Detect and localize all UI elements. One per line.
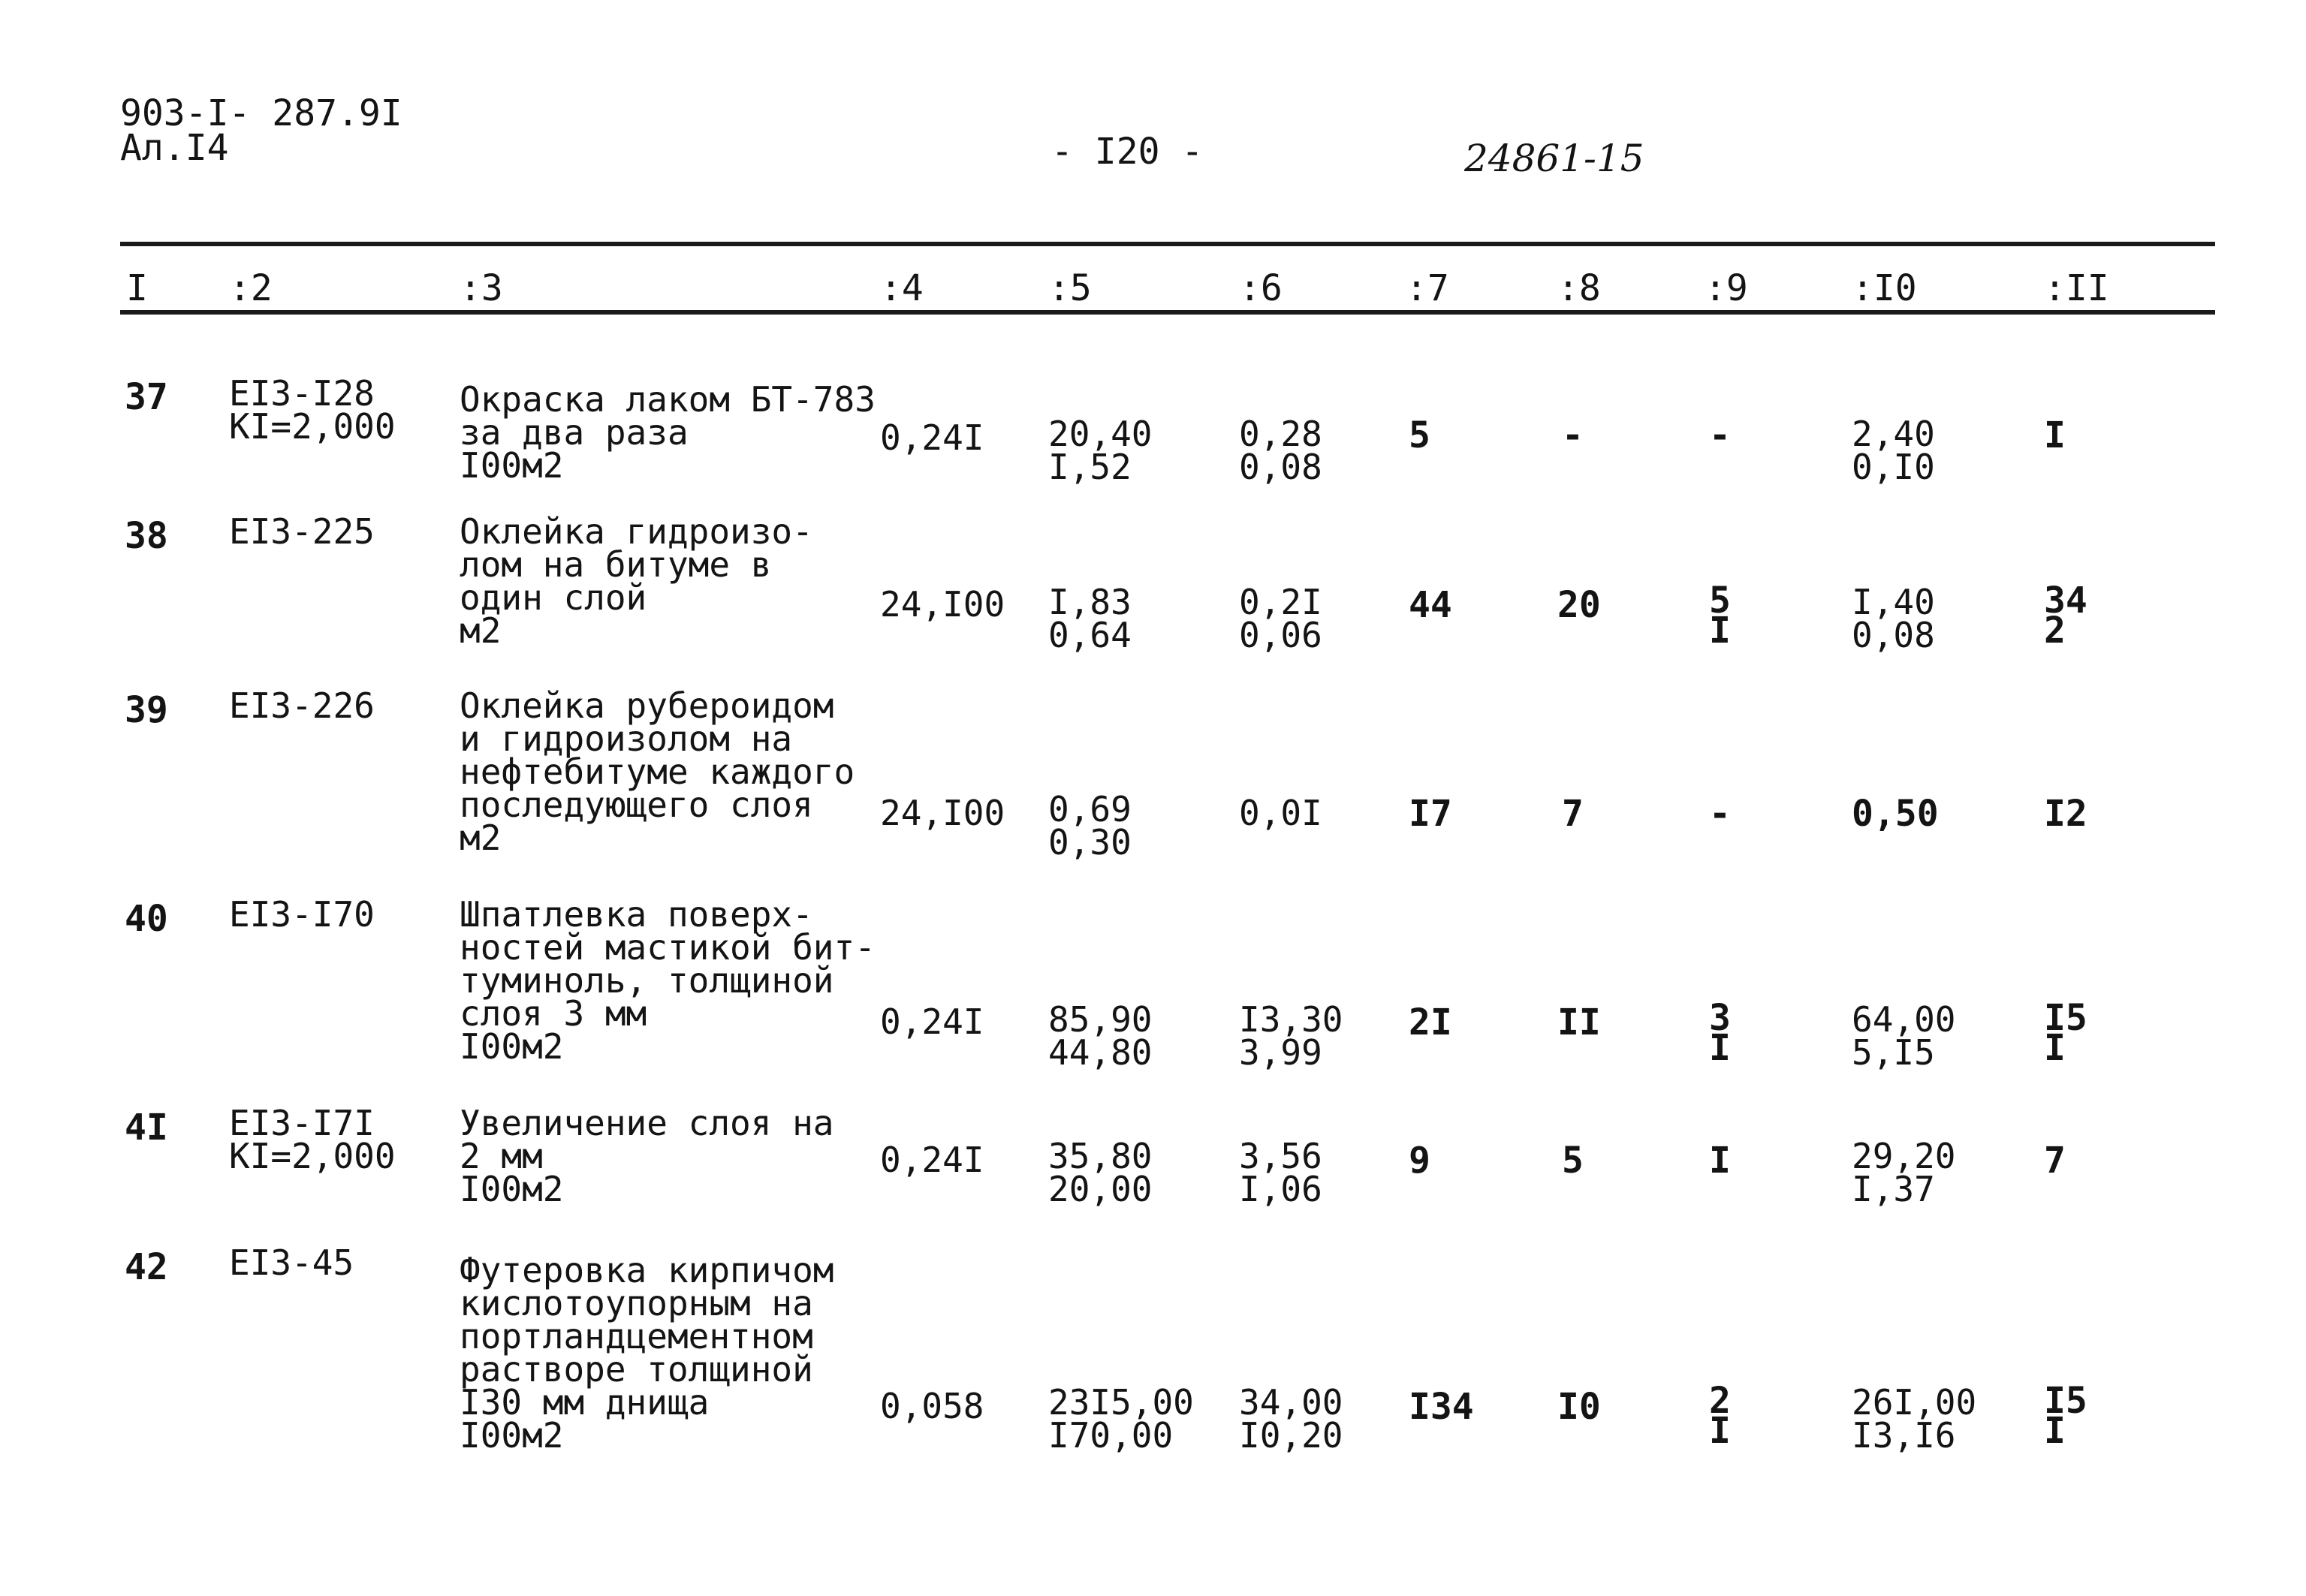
col-header-11: :II [2044, 267, 2109, 309]
col5-values: 0,69 0,30 [1048, 789, 1132, 863]
row-number: 37 [125, 376, 168, 418]
work-description: Футеровка кирпичом кислотоупорным на портландцементном растворе толщиной I30 мм днища I00м2 [460, 1250, 834, 1456]
col6-values: I3,30 3,99 [1239, 999, 1343, 1073]
col7-value: I7 [1409, 793, 1452, 835]
col-header-6: :6 [1239, 267, 1283, 309]
col8-value: 20 [1557, 584, 1601, 626]
col9-value: I [1709, 1140, 1731, 1182]
table-header-bottom-rule [120, 310, 2215, 315]
rate-code: EI3-I7I KI=2,000 [229, 1103, 396, 1176]
quantity: 0,24I [880, 417, 984, 458]
col8-value: 7 [1562, 793, 1584, 835]
col-header-4: :4 [880, 267, 924, 309]
work-description: Окраска лаком БТ-783 за два раза I00м2 [460, 379, 876, 486]
quantity: 0,24I [880, 1140, 984, 1180]
row-number: 39 [125, 689, 168, 731]
row-number: 38 [125, 515, 168, 557]
col-header-3: :3 [460, 267, 503, 309]
row-number: 4I [125, 1107, 168, 1149]
col10-values: 26I,00 I3,I6 [1852, 1382, 1977, 1456]
col9-values: 5 I [1709, 580, 1731, 652]
col11-values: 34 2 [2044, 580, 2087, 652]
col8-value: II [1557, 1001, 1601, 1043]
work-description: Оклейка рубероидом и гидроизолом на нефтебитуме каждого последующего слоя м2 [460, 685, 855, 858]
col-header-1: I [126, 267, 148, 309]
col7-value: 44 [1409, 584, 1452, 626]
col8-value: I0 [1557, 1386, 1601, 1428]
col10-values: I,40 0,08 [1852, 582, 1935, 655]
col11-value: 7 [2044, 1140, 2066, 1182]
page-number: - I20 - [1051, 131, 1204, 173]
work-description: Увеличение слоя на 2 мм I00м2 [460, 1103, 834, 1209]
rate-code: EI3-225 [229, 511, 375, 552]
col6-values: 34,00 I0,20 [1239, 1382, 1343, 1456]
rate-code: EI3-I28 KI=2,000 [229, 373, 396, 447]
col7-value: I34 [1409, 1386, 1474, 1428]
quantity: 24,I00 [880, 793, 1005, 833]
doc-header-block [120, 92, 402, 169]
col11-values: I5 I [2044, 1380, 2087, 1452]
quantity: 24,I00 [880, 584, 1005, 625]
doc-code: 903-I- 287.9I [120, 92, 402, 134]
rate-code: EI3-226 [229, 685, 375, 726]
col7-value: 9 [1409, 1140, 1430, 1182]
col11-value: I [2044, 414, 2066, 456]
col-header-2: :2 [229, 267, 273, 309]
col-header-7: :7 [1406, 267, 1449, 309]
col5-values: I,83 0,64 [1048, 582, 1132, 655]
col7-value: 5 [1409, 414, 1430, 456]
col6-value: 0,0I [1239, 793, 1322, 833]
col5-values: 20,40 I,52 [1048, 414, 1153, 487]
quantity: 0,24I [880, 1001, 984, 1042]
col9-values: 2 I [1709, 1380, 1731, 1452]
col9-values: 3 I [1709, 997, 1731, 1069]
col11-values: I5 I [2044, 997, 2087, 1069]
sheet-label: Ал.I4 [120, 127, 229, 169]
col6-values: 3,56 I,06 [1239, 1136, 1322, 1209]
row-number: 40 [125, 898, 168, 940]
col8-value: - [1562, 414, 1584, 456]
work-description: Оклейка гидроизо- лом на битуме в один слой м2 [460, 511, 813, 651]
col5-values: 85,90 44,80 [1048, 999, 1153, 1073]
col5-values: 35,80 20,00 [1048, 1136, 1153, 1209]
col-header-5: :5 [1048, 267, 1092, 309]
rate-code: EI3-45 [229, 1242, 354, 1283]
col9-value: - [1709, 414, 1731, 456]
col11-value: I2 [2044, 793, 2087, 835]
handwritten-ref: 24861-15 [1464, 137, 1644, 180]
col9-value: - [1709, 793, 1731, 835]
quantity: 0,058 [880, 1386, 984, 1426]
col-header-8: :8 [1557, 267, 1601, 309]
col-header-9: :9 [1705, 267, 1748, 309]
work-description: Шпатлевка поверх- ностей мастикой бит- туминоль, толщиной слоя 3 мм I00м2 [460, 894, 876, 1067]
col6-values: 0,2I 0,06 [1239, 582, 1322, 655]
col5-values: 23I5,00 I70,00 [1048, 1382, 1194, 1456]
col8-value: 5 [1562, 1140, 1584, 1182]
col-header-10: :I0 [1852, 267, 1917, 309]
col7-value: 2I [1409, 1001, 1452, 1043]
col10-values: 2,40 0,I0 [1852, 414, 1935, 487]
col10-values: 64,00 5,I5 [1852, 999, 1956, 1073]
rate-code: EI3-I70 [229, 894, 375, 935]
col10-values: 29,20 I,37 [1852, 1136, 1956, 1209]
col6-values: 0,28 0,08 [1239, 414, 1322, 487]
row-number: 42 [125, 1246, 168, 1288]
col10-value: 0,50 [1852, 793, 1939, 835]
table-top-rule [120, 242, 2215, 246]
